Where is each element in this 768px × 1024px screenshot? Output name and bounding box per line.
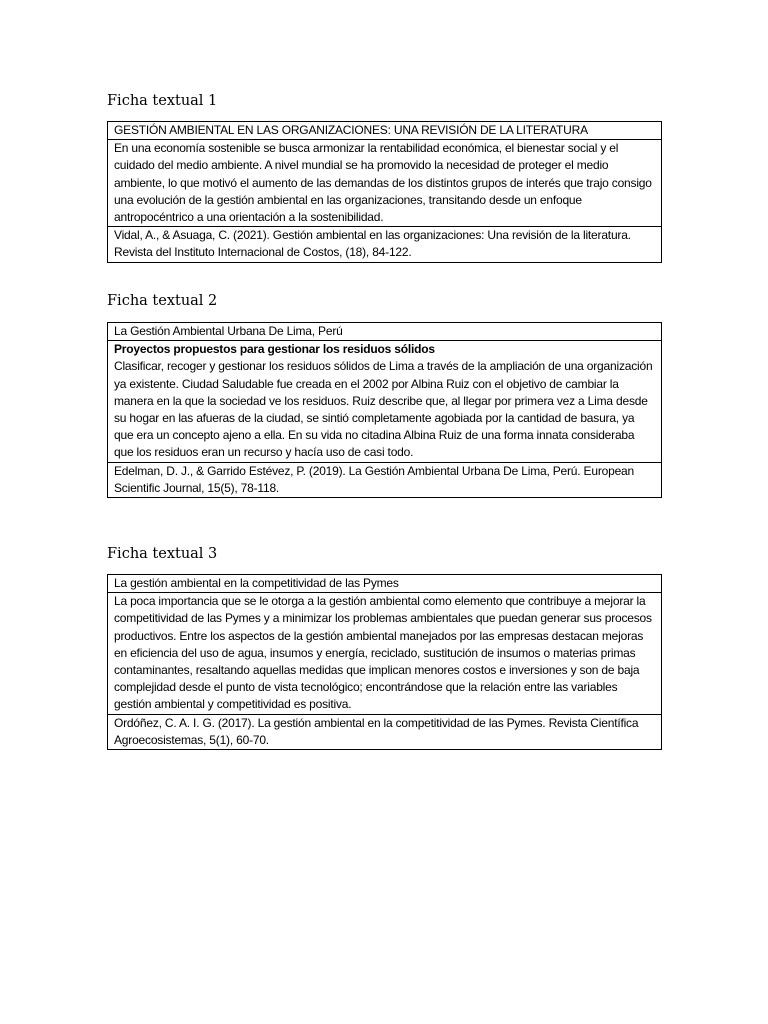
ficha-2-reference: Edelman, D. J., & Garrido Estévez, P. (2019). La Gestión Ambiental Urbana De Lima, Perú. European Scientific Journal, 15(5), 78-118. xyxy=(114,463,634,495)
ficha-3-header-row xyxy=(108,575,661,592)
ficha-2-title: Ficha textual 2 xyxy=(107,293,218,309)
ficha-3-header: La gestión ambiental en la competitividad de las Pymes xyxy=(114,576,399,590)
ficha-3-body: La poca importancia que se le otorga a la gestión ambiental como elemento que contribuye a mejorar la competitividad de las Pymes y a minimizar los problemas ambientales que puedan generar sus procesos productivos. Entre los aspectos de la gestión ambiental manejados por las empresas destacan mejoras en eficiencia del uso de agua, insumos y energía, reciclado, sustitución de insumos o materias primas contaminantes, resaltando aquellas medidas que implican menores costos e inversiones y son de baja complejidad desde el punto de vista tecnológico; encontrándose que la relación entre las variables gestión ambiental y competitividad es positiva. xyxy=(114,594,652,712)
ficha-1-reference-row xyxy=(108,226,661,261)
ficha-1-title: Ficha textual 1 xyxy=(107,93,218,109)
ficha-1-header: GESTIÓN AMBIENTAL EN LAS ORGANIZACIONES: UNA REVISIÓN DE LA LITERATURA xyxy=(114,123,588,137)
ficha-3-reference-row xyxy=(108,714,661,749)
ficha-2-header-row xyxy=(108,323,661,340)
ficha-1-body: En una economía sostenible se busca armonizar la rentabilidad económica, el bienestar social y el cuidado del medio ambiente. A nivel mundial se ha promovido la necesidad de proteger el medio ambiente, lo que motivó el aumento de las demandas de los distintos grupos de interés que trajo consigo una evolución de la gestión ambiental en las organizaciones, transitando desde un enfoque antropocéntrico a una orientación a la sostenibilidad. xyxy=(114,141,652,225)
ficha-3-body-row xyxy=(108,592,661,713)
ficha-1-reference: Vidal, A., & Asuaga, C. (2021). Gestión ambiental en las organizaciones: Una revisión de la literatura. Revista del Instituto Internacional de Costos, (18), 84-122. xyxy=(114,228,631,260)
ficha-2-table xyxy=(107,322,662,498)
ficha-2-header: La Gestión Ambiental Urbana De Lima, Perú xyxy=(114,324,343,338)
ficha-1-header-row xyxy=(108,122,661,139)
ficha-3-reference: Ordóñez, C. A. I. G. (2017). La gestión ambiental en la competitividad de las Pymes. Revista Científica Agroecosistemas, 5(1), 60-70. xyxy=(114,715,639,747)
ficha-3-table xyxy=(107,574,662,750)
ficha-2-body-row xyxy=(108,340,661,461)
ficha-2-body: Clasificar, recoger y gestionar los residuos sólidos de Lima a través de la ampliación de una organización ya existente. Ciudad Saludable fue creada en el 2002 por Albina Ruiz con el objetivo de cambiar la manera en la que la sociedad ve los residuos. Ruiz describe que, al llegar por primera vez a Lima desde su hogar en las afueras de la ciudad, se sintió completamente agobiada por la cantidad de basura, ya que era un concepto ajeno a ella. En su vida no citadina Albina Ruiz de una forma innata consideraba que los residuos eran un recurso y hacía uso de casi todo. xyxy=(114,359,653,460)
ficha-2-subheader: Proyectos propuestos para gestionar los residuos sólidos xyxy=(114,342,435,357)
ficha-2-reference-row xyxy=(108,462,661,497)
ficha-3-title: Ficha textual 3 xyxy=(107,546,218,562)
ficha-1-body-row xyxy=(108,139,661,226)
ficha-1-table xyxy=(107,121,662,263)
